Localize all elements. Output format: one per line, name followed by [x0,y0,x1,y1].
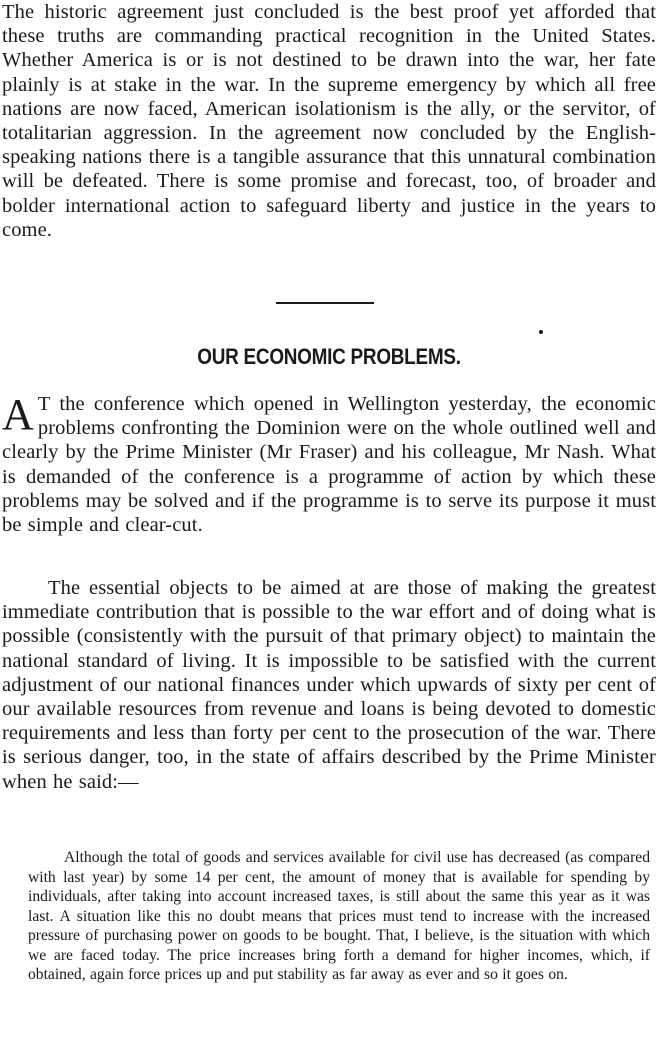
section-paragraph-1 [2,392,656,537]
print-speck [539,330,543,334]
section-paragraph-1-text: T the conference which opened in Wellington yesterday, the economic problems confronting the Dominion were on the whole outlined well and clearly by the Prime Minister (Mr Fraser) and his colleague, Mr Nash. What is demanded of the conference is a programme of action by which these problems may be solved and if the programme is to serve its purpose it must be simple and clear-cut. [2,393,656,537]
block-quote: Although the total of goods and services available for civil use has decreased (as compared with last year) by some 14 per cent, the amount of money that is available for spending by individuals, after taking into account increased taxes, is still about the same this year as it was last. A situation like this no doubt means that prices must tend to increase with the increased pressure of purchasing power on goods to be bought. That, I believe, is the situation with which we are faced today. The price increases bring forth a demand for higher incomes, which, if obtained, again force prices up and put stability as far away as ever and so it goes on. [28,849,650,983]
section-divider-rule [276,302,374,304]
drop-cap: A [2,390,34,439]
section-paragraph-2: The essential objects to be aimed at are those of making the greatest immediate contribution that is possible to the war effort and of doing what is possible (consistently with the pursuit of that primary object) to maintain the national standard of living. It is impossible to be satisfied with the current adjustment of our national finances under which upwards of sixty per cent of our available resources from revenue and loans is being devoted to domestic requirements and less than forty per cent to the prosecution of the war. There is serious danger, too, in the state of affairs described by the Prime Minister when he said:— [2,577,656,793]
section-heading: OUR ECONOMIC PROBLEMS. [197,344,461,369]
lead-paragraph: The historic agreement just concluded is the best proof yet afforded that these truths are commanding practical recognition in the United States. Whether America is or is not destined to be drawn into the war, her fate plainly is at stake in the war. In the supreme emergency by which all free nations are now faced, American isolationism is the ally, or the servitor, of totalitarian aggression. In the agreement now concluded by the English-speaking nations there is a tangible assurance that this unnatural combination will be defeated. There is some promise and forecast, too, of broader and bolder international action to safeguard liberty and justice in the years to come. [2,1,656,241]
